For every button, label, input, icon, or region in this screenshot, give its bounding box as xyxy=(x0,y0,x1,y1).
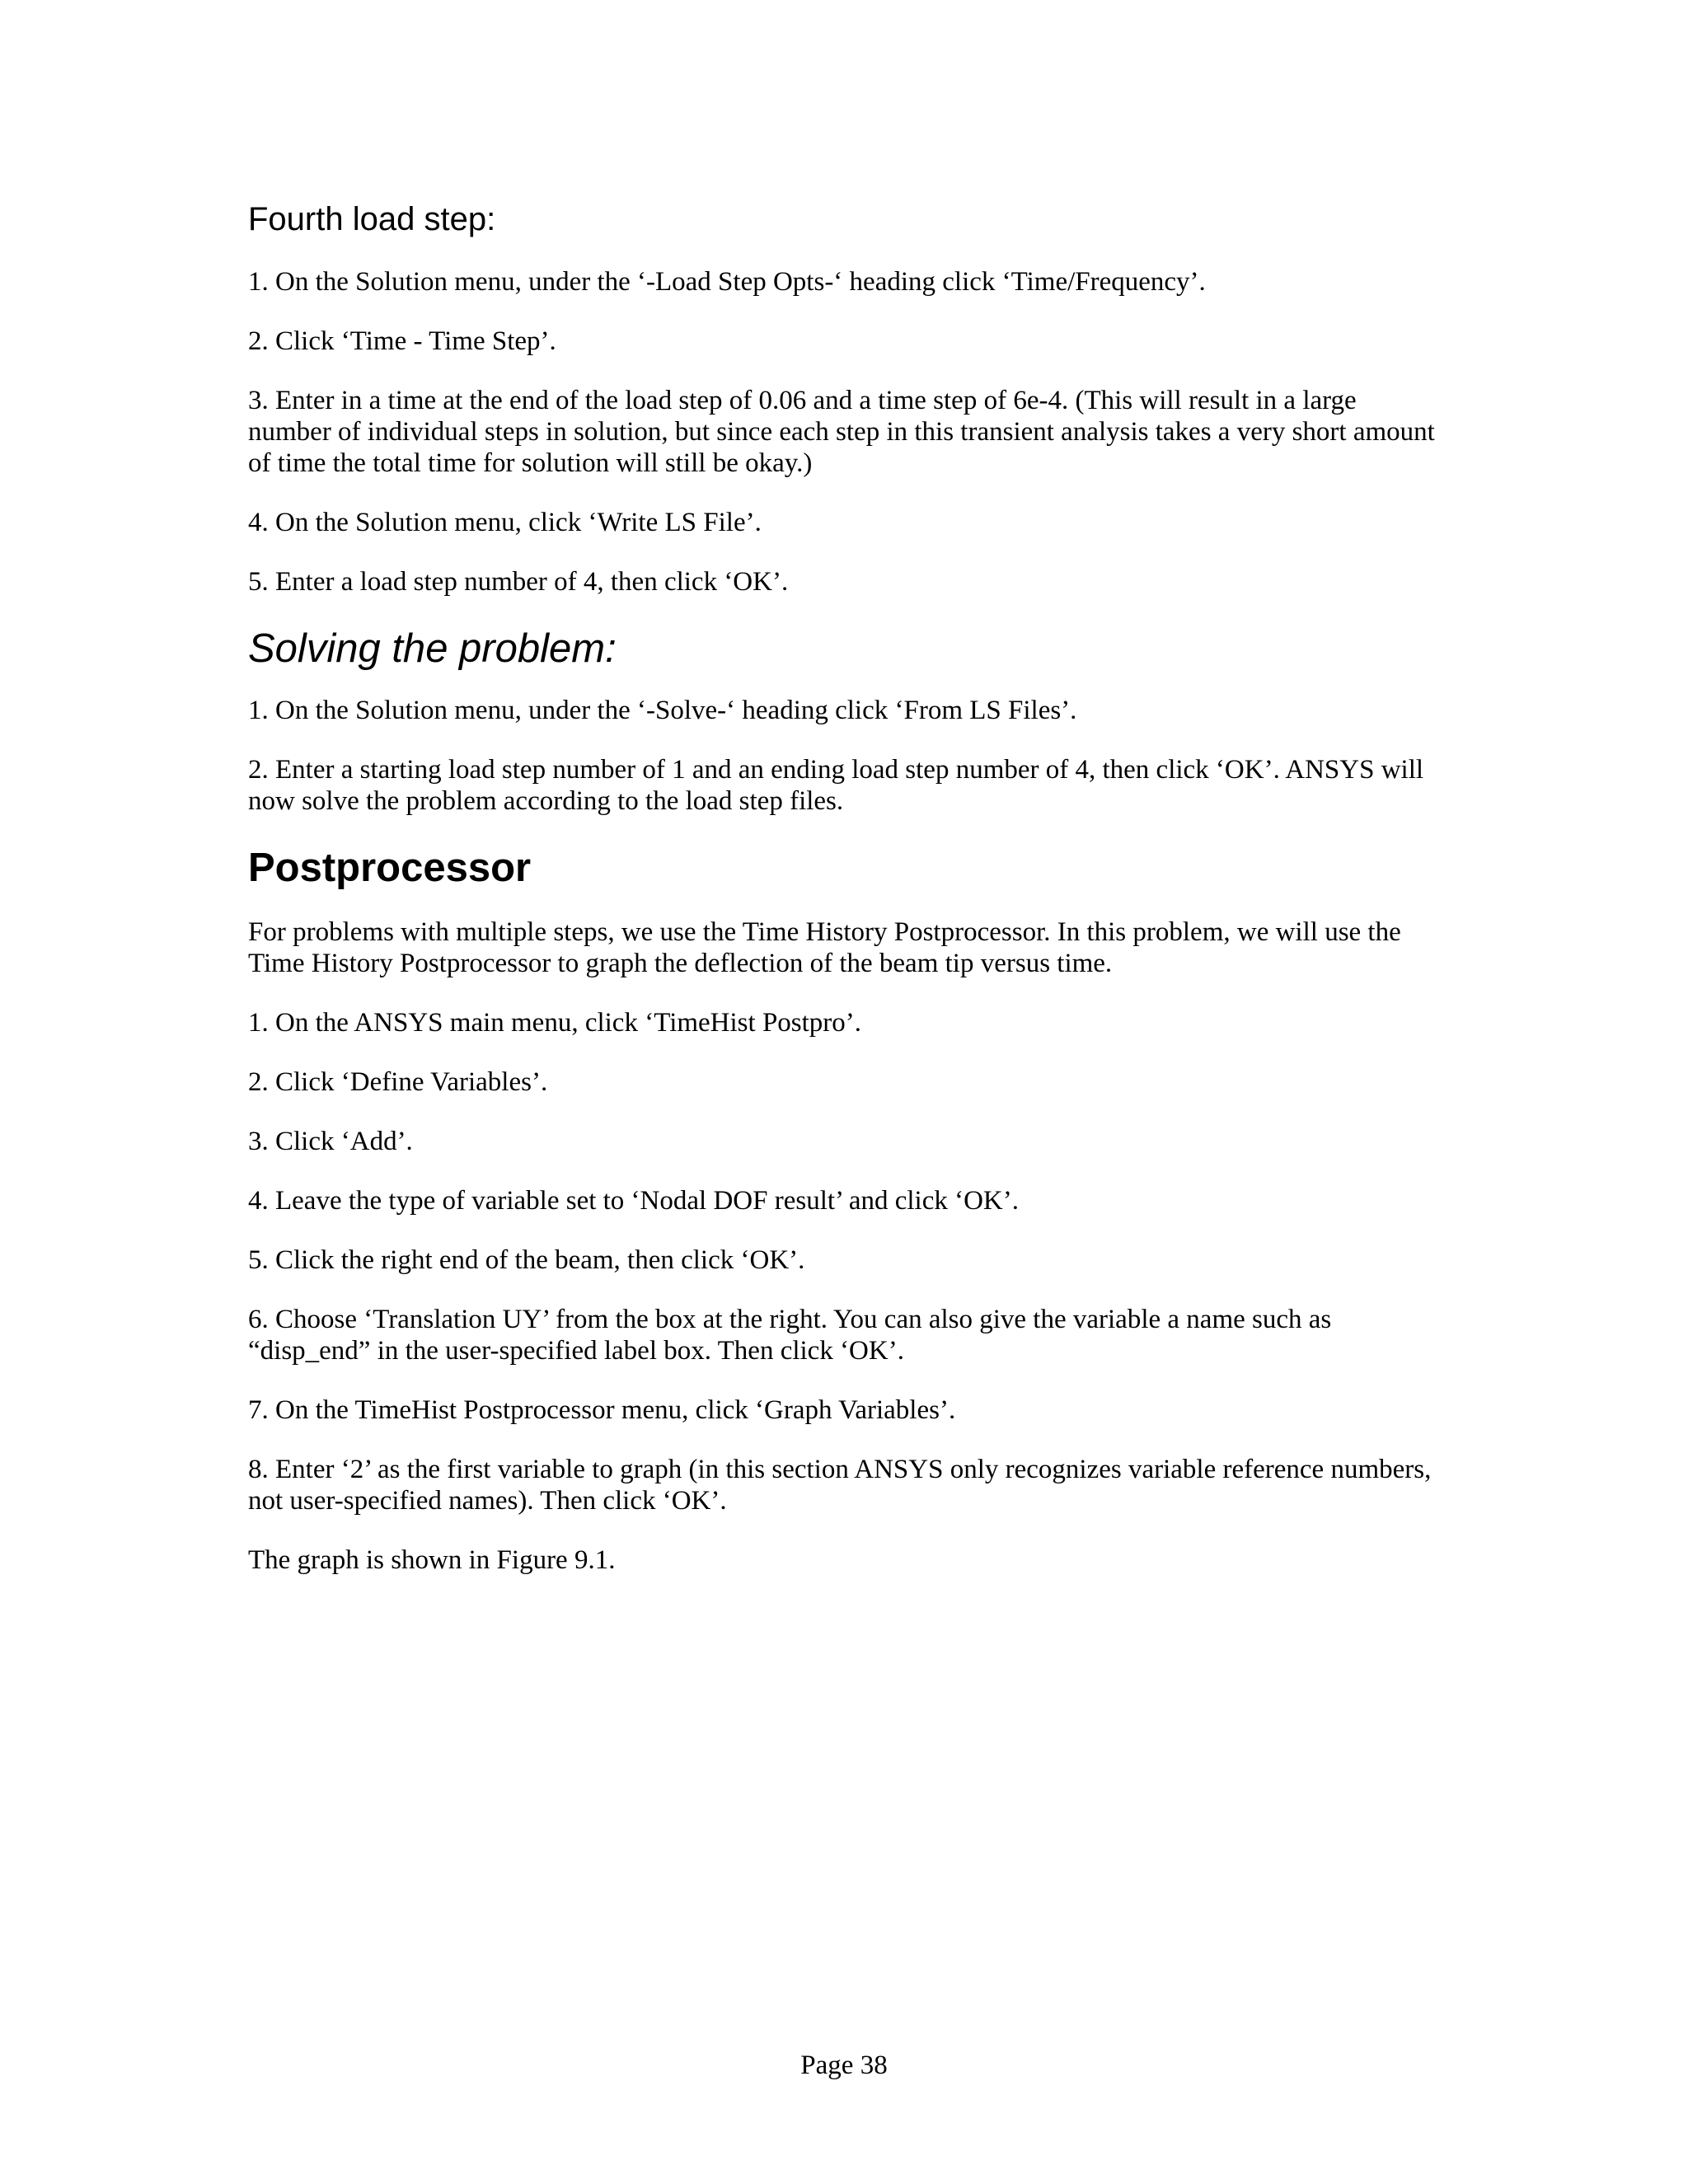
postprocessor-item-5: 5. Click the right end of the beam, then click ‘OK’. xyxy=(248,1244,805,1275)
fourth-load-step-item-3: 3. Enter in a time at the end of the load step of 0.06 and a time step of 6e-4. (This will result in a large number of individual steps in solution, but since each step in this transient analysis takes a very short amount of time the total time for solution will still be okay.) xyxy=(248,386,1435,478)
postprocessor-item-3: 3. Click ‘Add’. xyxy=(248,1126,413,1156)
page-content xyxy=(248,188,1443,1604)
postprocessor-item-2: 2. Click ‘Define Variables’. xyxy=(248,1066,548,1097)
postprocessor-item-7: 7. On the TimeHist Postprocessor menu, click ‘Graph Variables’. xyxy=(248,1394,956,1425)
postprocessor-closing: The graph is shown in Figure 9.1. xyxy=(248,1544,616,1575)
postprocessor-item-1: 1. On the ANSYS main menu, click ‘TimeHist Postpro’. xyxy=(248,1007,862,1038)
fourth-load-step-item-5: 5. Enter a load step number of 4, then click ‘OK’. xyxy=(248,567,789,597)
postprocessor-intro: For problems with multiple steps, we use the Time History Postprocessor. In this problem, we will use the Time History Postprocessor to graph the deflection of the beam tip versus time. xyxy=(248,916,1401,978)
fourth-load-step-heading: Fourth load step: xyxy=(248,201,496,237)
postprocessor-item-4: 4. Leave the type of variable set to ‘Nodal DOF result’ and click ‘OK’. xyxy=(248,1185,1019,1216)
solving-item-1: 1. On the Solution menu, under the ‘-Solve-‘ heading click ‘From LS Files’. xyxy=(248,696,1077,726)
postprocessor-heading: Postprocessor xyxy=(248,846,532,891)
page-number: Page 38 xyxy=(800,2050,888,2080)
solving-heading: Solving the problem: xyxy=(248,626,617,671)
solving-item-2: 2. Enter a starting load step number of 1 and an ending load step number of 4, then click ‘OK’. ANSYS will now solve the problem according to the load step files. xyxy=(248,755,1424,817)
fourth-load-step-item-2: 2. Click ‘Time - Time Step’. xyxy=(248,326,556,356)
postprocessor-item-8: 8. Enter ‘2’ as the first variable to graph (in this section ANSYS only recognizes variable reference numbers, not user-specified names). Then click ‘OK’. xyxy=(248,1454,1432,1516)
fourth-load-step-item-1: 1. On the Solution menu, under the ‘-Load Step Opts-‘ heading click ‘Time/Frequency’. xyxy=(248,267,1206,297)
fourth-load-step-item-4: 4. On the Solution menu, click ‘Write LS File’. xyxy=(248,508,762,537)
postprocessor-item-6: 6. Choose ‘Translation UY’ from the box at the right. You can also give the variable a name such as “disp_end” in the user-specified label box. Then click ‘OK’. xyxy=(248,1304,1332,1366)
